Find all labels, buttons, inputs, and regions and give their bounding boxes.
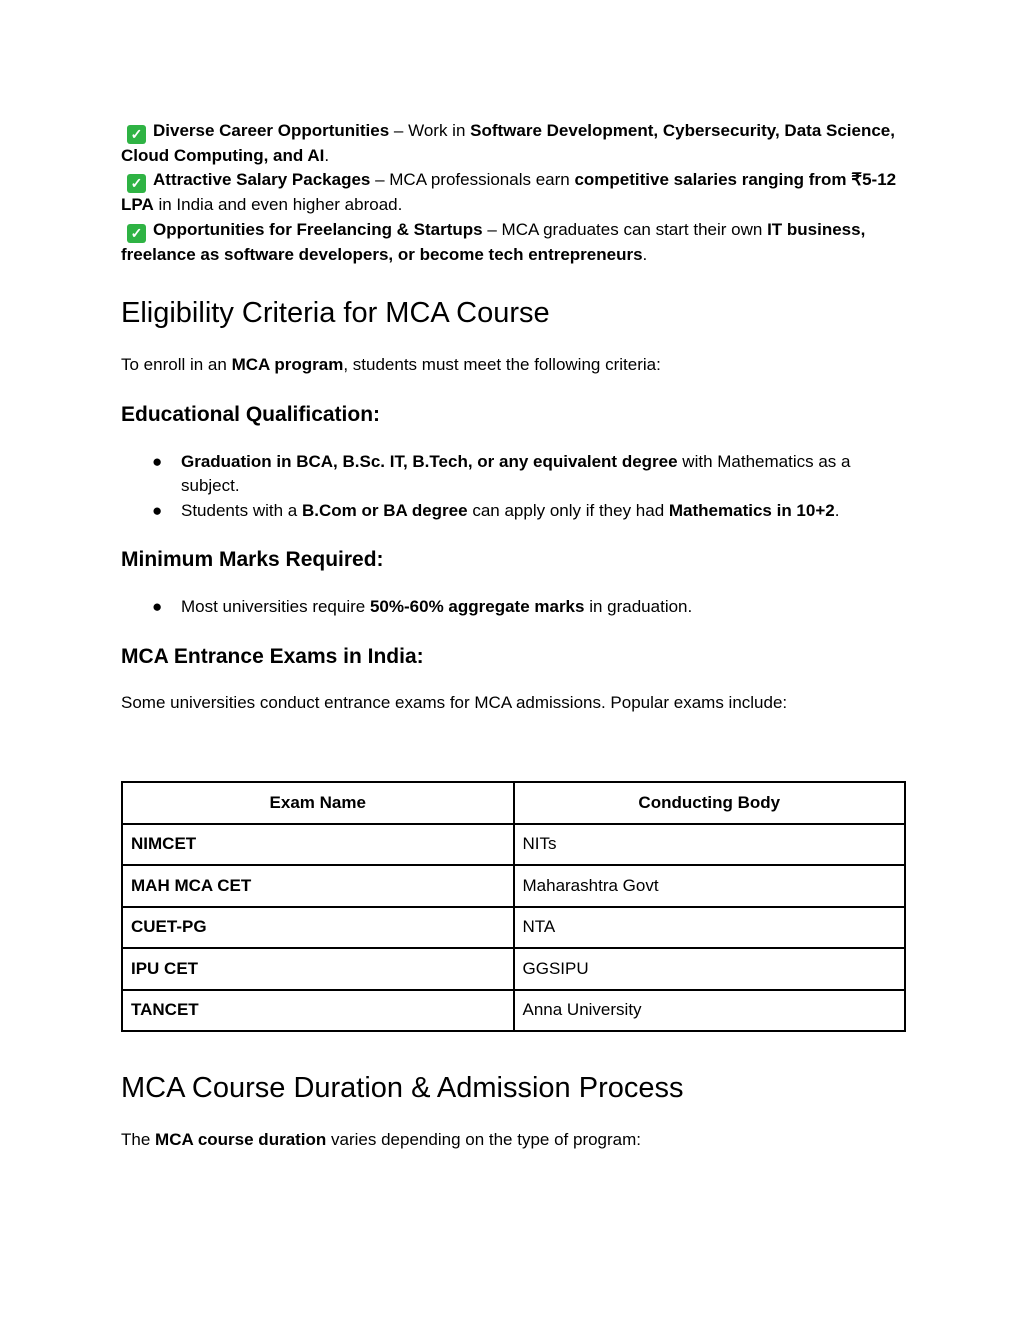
benefit-item: ✓ Diverse Career Opportunities – Work in Software Development, Cybersecurity, Data Science, Cloud Computing, and AI. xyxy=(121,121,895,165)
eligibility-intro: To enroll in an MCA program, students must meet the following criteria: xyxy=(121,355,661,374)
benefit-item: ✓ Opportunities for Freelancing & Startups – MCA graduates can start their own IT business, freelance as software developers, or become tech entrepreneurs. xyxy=(121,219,866,264)
list-item: ● Students with a B.Com or BA degree can apply only if they had Mathematics in 10+2. xyxy=(121,499,905,523)
benefits-list xyxy=(121,119,905,267)
column-header-conducting-body: Conducting Body xyxy=(514,782,906,824)
table-row xyxy=(122,907,905,949)
list-item: ● Most universities require 50%-60% aggregate marks in graduation. xyxy=(121,595,905,619)
educational-qualification-heading: Educational Qualification: xyxy=(121,403,381,426)
table-row xyxy=(122,948,905,990)
minimum-marks-heading: Minimum Marks Required: xyxy=(121,548,384,571)
exam-name-cell: IPU CET xyxy=(122,948,514,990)
check-mark-icon: ✓ xyxy=(127,224,146,243)
bullet-icon: ● xyxy=(152,452,163,471)
conducting-body-cell: NTA xyxy=(514,907,906,949)
exam-name-cell: TANCET xyxy=(122,990,514,1032)
exam-name-cell: NIMCET xyxy=(122,824,514,866)
exam-name-cell: CUET-PG xyxy=(122,907,514,949)
exam-name-cell: MAH MCA CET xyxy=(122,865,514,907)
table-header-row xyxy=(122,782,905,824)
table-row xyxy=(122,865,905,907)
entrance-exams-heading: MCA Entrance Exams in India: xyxy=(121,645,424,668)
conducting-body-cell: NITs xyxy=(514,824,906,866)
benefit-item: ✓ Attractive Salary Packages – MCA professionals earn competitive salaries ranging from ₹5-12 LPA in India and even higher abroad. xyxy=(121,170,897,215)
duration-intro: The MCA course duration varies depending on the type of program: xyxy=(121,1130,642,1149)
table-row xyxy=(122,990,905,1032)
bullet-icon: ● xyxy=(152,597,163,616)
entrance-exams-intro: Some universities conduct entrance exams for MCA admissions. Popular exams include: xyxy=(121,693,788,712)
edu-list xyxy=(121,450,905,523)
marks-list xyxy=(121,595,905,619)
conducting-body-cell: Maharashtra Govt xyxy=(514,865,906,907)
check-mark-icon: ✓ xyxy=(127,174,146,193)
column-header-exam-name: Exam Name xyxy=(122,782,514,824)
exam-table xyxy=(121,781,906,1032)
list-item: ● Graduation in BCA, B.Sc. IT, B.Tech, or any equivalent degree with Mathematics as a subject. xyxy=(152,452,851,496)
eligibility-heading: Eligibility Criteria for MCA Course xyxy=(121,297,550,329)
check-mark-icon: ✓ xyxy=(127,125,146,144)
duration-heading: MCA Course Duration & Admission Process xyxy=(121,1072,684,1104)
table-row xyxy=(122,824,905,866)
conducting-body-cell: GGSIPU xyxy=(514,948,906,990)
bullet-icon: ● xyxy=(152,500,163,520)
conducting-body-cell: Anna University xyxy=(514,990,906,1032)
